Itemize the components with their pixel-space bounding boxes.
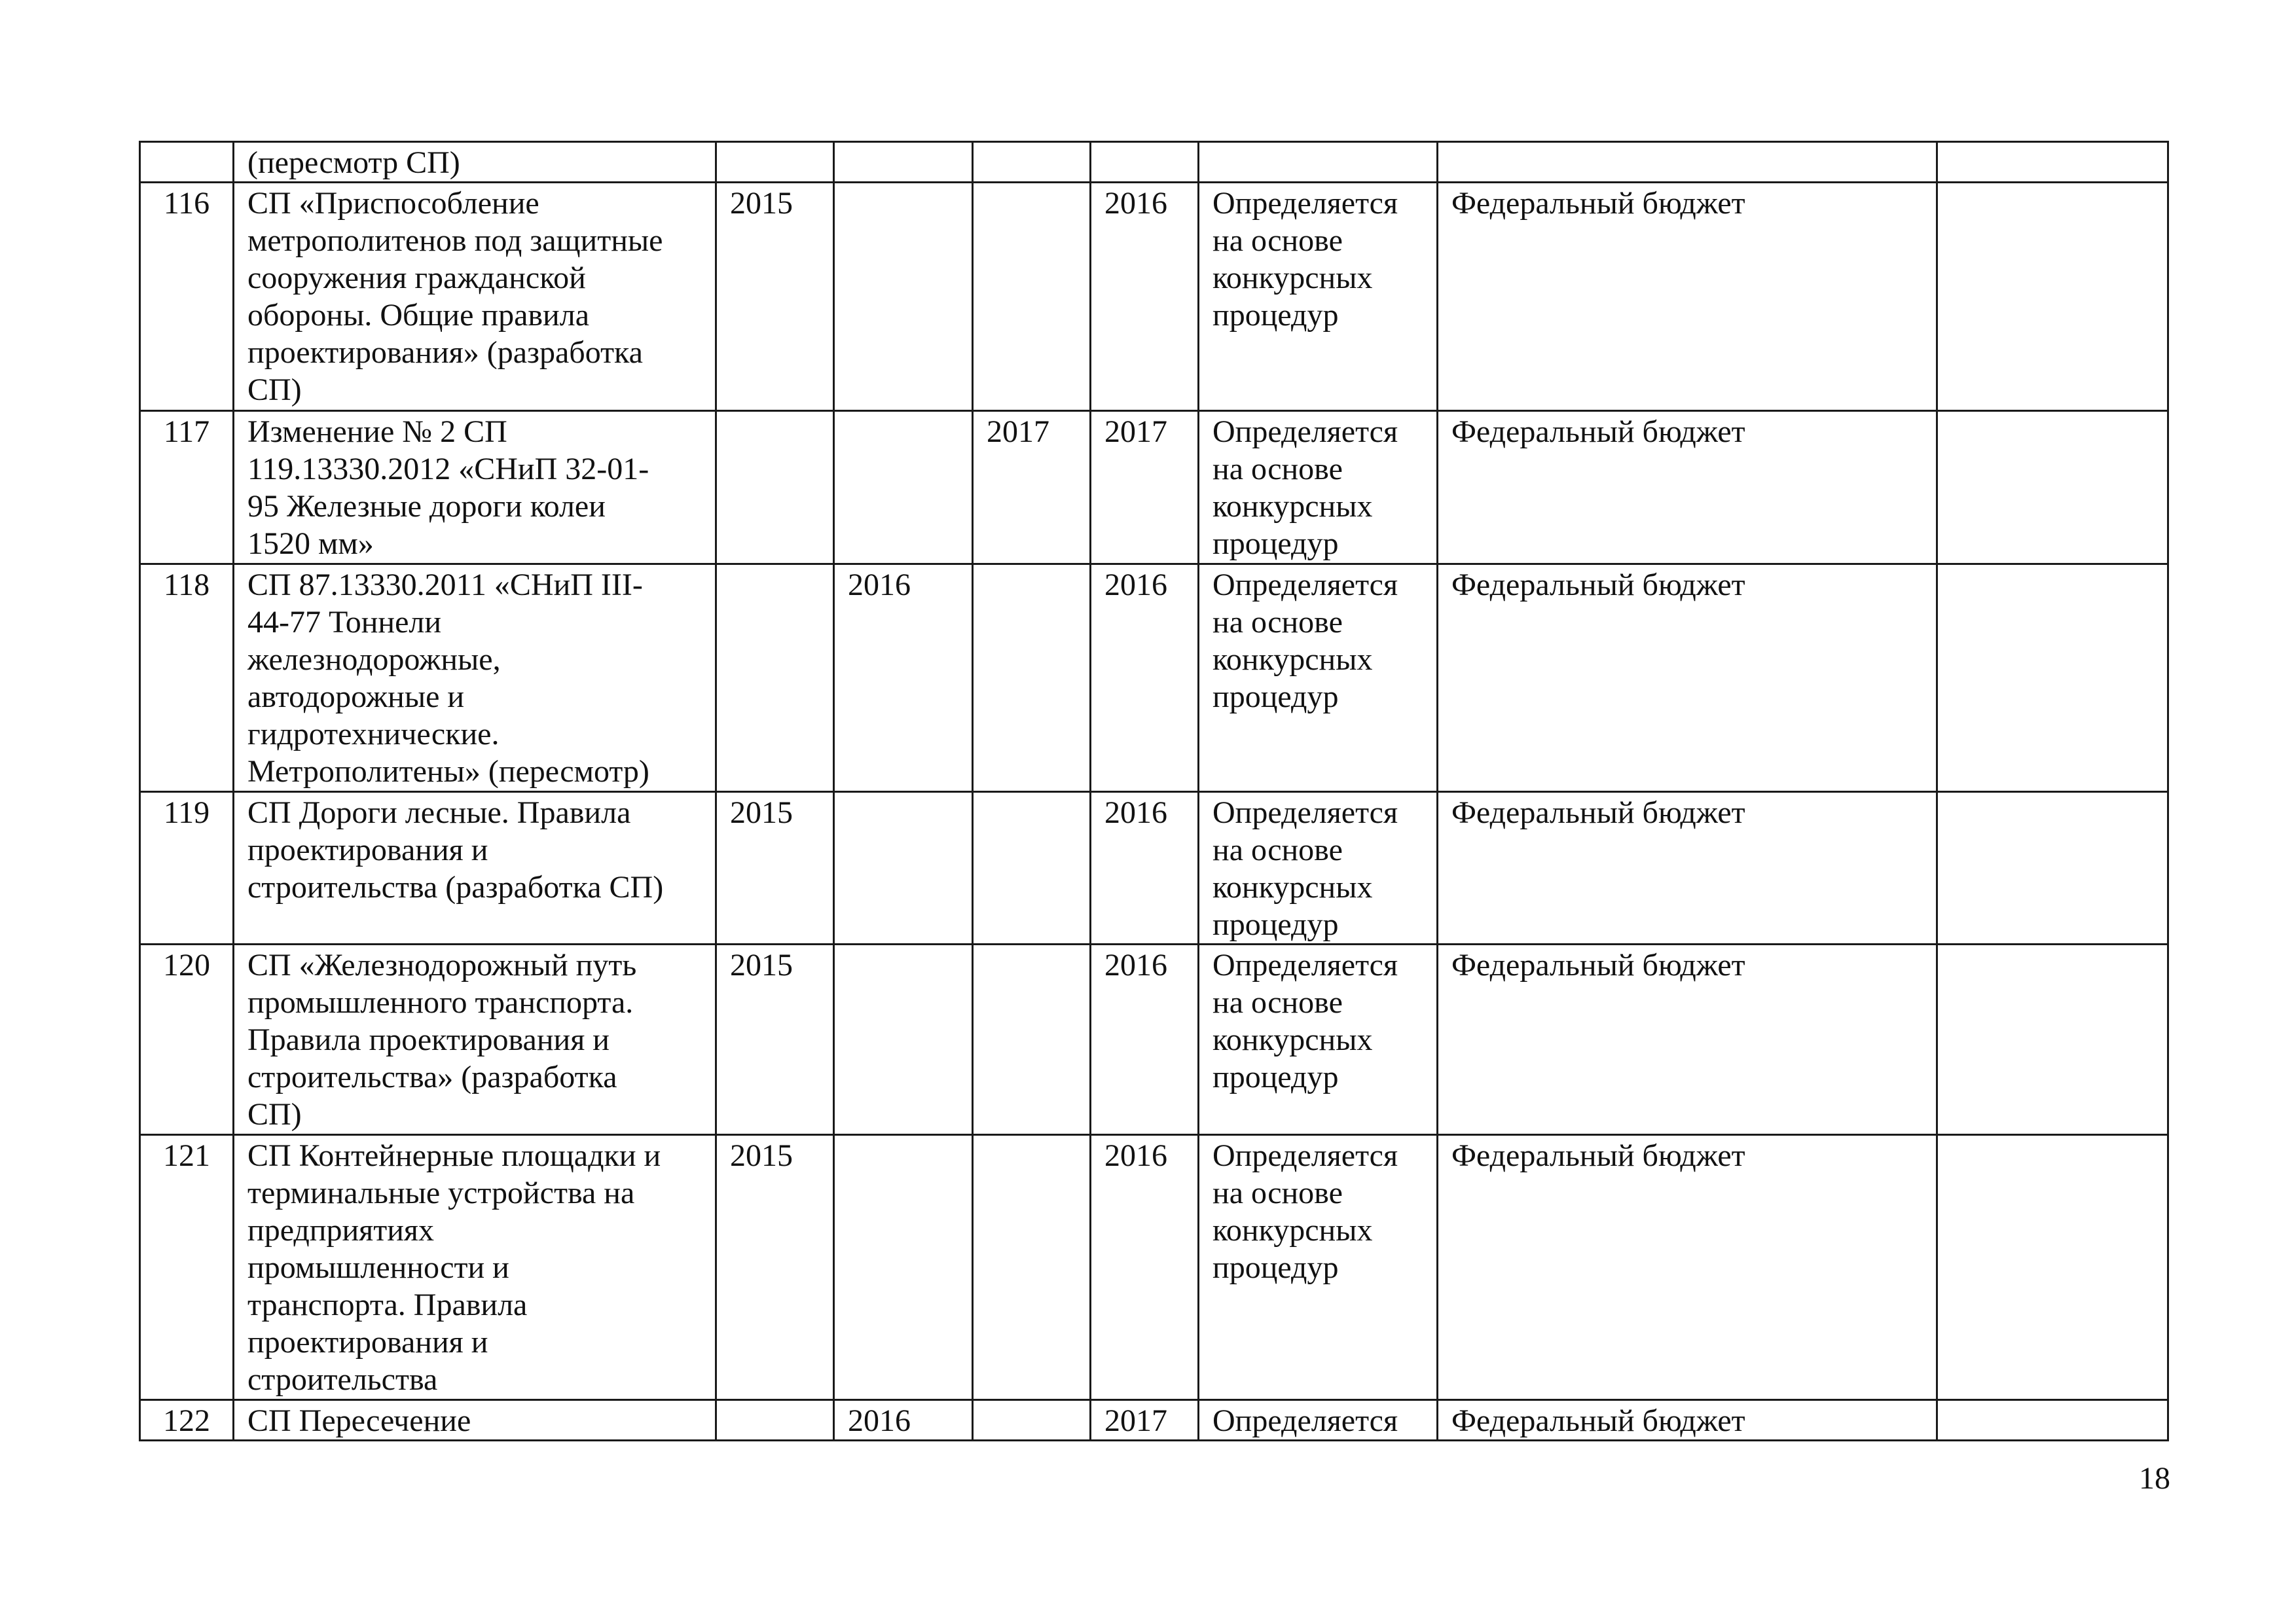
cost-cell: Определяется bbox=[1199, 1400, 1438, 1441]
funding-source: Федеральный бюджет bbox=[1438, 945, 1937, 1135]
year-cell bbox=[973, 1135, 1091, 1400]
year-cell bbox=[973, 183, 1091, 411]
table-row bbox=[140, 945, 2168, 1135]
note-cell bbox=[1937, 411, 2168, 564]
year-cell bbox=[1091, 142, 1199, 183]
note-cell bbox=[1937, 142, 2168, 183]
year-cell bbox=[973, 1400, 1091, 1441]
document-title: СП Пересечение bbox=[234, 1400, 716, 1441]
note-cell bbox=[1937, 1400, 2168, 1441]
funding-source: Федеральный бюджет bbox=[1438, 792, 1937, 945]
document-title: СП «Железнодорожный путь промышленного транспорта. Правила проектирования и строительства» (разработка СП) bbox=[234, 945, 716, 1135]
row-number: 119 bbox=[140, 792, 234, 945]
standards-plan-table bbox=[139, 141, 2169, 1441]
cost-cell: Определяется на основе конкурсных процедур bbox=[1199, 183, 1438, 411]
row-number: 120 bbox=[140, 945, 234, 1135]
note-cell bbox=[1937, 1135, 2168, 1400]
table-row bbox=[140, 1400, 2168, 1441]
year-cell: 2017 bbox=[1091, 1400, 1199, 1441]
document-title: СП Дороги лесные. Правила проектирования и строительства (разработка СП) bbox=[234, 792, 716, 945]
year-cell bbox=[834, 411, 973, 564]
cost-cell: Определяется на основе конкурсных процедур bbox=[1199, 792, 1438, 945]
document-title: СП 87.13330.2011 «СНиП III- 44-77 Тоннели железнодорожные, автодорожные и гидротехнические. Метрополитены» (пересмотр) bbox=[234, 564, 716, 792]
table-row bbox=[140, 1135, 2168, 1400]
year-cell: 2016 bbox=[1091, 564, 1199, 792]
funding-source: Федеральный бюджет bbox=[1438, 564, 1937, 792]
year-cell: 2015 bbox=[716, 792, 834, 945]
year-cell: 2016 bbox=[1091, 945, 1199, 1135]
row-number: 117 bbox=[140, 411, 234, 564]
table-row bbox=[140, 142, 2168, 183]
year-cell bbox=[834, 792, 973, 945]
note-cell bbox=[1937, 792, 2168, 945]
funding-source: Федеральный бюджет bbox=[1438, 1400, 1937, 1441]
note-cell bbox=[1937, 945, 2168, 1135]
year-cell bbox=[834, 183, 973, 411]
year-cell: 2017 bbox=[973, 411, 1091, 564]
year-cell: 2016 bbox=[834, 564, 973, 792]
cost-cell: Определяется на основе конкурсных процедур bbox=[1199, 411, 1438, 564]
row-number: 118 bbox=[140, 564, 234, 792]
table-row bbox=[140, 411, 2168, 564]
year-cell: 2017 bbox=[1091, 411, 1199, 564]
year-cell bbox=[716, 142, 834, 183]
funding-source: Федеральный бюджет bbox=[1438, 411, 1937, 564]
year-cell bbox=[973, 564, 1091, 792]
funding-source: Федеральный бюджет bbox=[1438, 1135, 1937, 1400]
year-cell bbox=[716, 411, 834, 564]
cost-cell: Определяется на основе конкурсных процедур bbox=[1199, 945, 1438, 1135]
note-cell bbox=[1937, 564, 2168, 792]
year-cell bbox=[973, 142, 1091, 183]
year-cell bbox=[716, 1400, 834, 1441]
funding-source: Федеральный бюджет bbox=[1438, 183, 1937, 411]
funding-source bbox=[1438, 142, 1937, 183]
year-cell bbox=[973, 945, 1091, 1135]
year-cell bbox=[834, 1135, 973, 1400]
cost-cell: Определяется на основе конкурсных процедур bbox=[1199, 564, 1438, 792]
year-cell: 2015 bbox=[716, 945, 834, 1135]
year-cell: 2015 bbox=[716, 1135, 834, 1400]
year-cell: 2016 bbox=[834, 1400, 973, 1441]
row-number: 116 bbox=[140, 183, 234, 411]
document-title: СП «Приспособление метрополитенов под защитные сооружения гражданской обороны. Общие правила проектирования» (разработка СП) bbox=[234, 183, 716, 411]
cost-cell bbox=[1199, 142, 1438, 183]
table-row bbox=[140, 792, 2168, 945]
cost-cell: Определяется на основе конкурсных процедур bbox=[1199, 1135, 1438, 1400]
table-row bbox=[140, 183, 2168, 411]
year-cell: 2015 bbox=[716, 183, 834, 411]
note-cell bbox=[1937, 183, 2168, 411]
year-cell bbox=[834, 945, 973, 1135]
row-number bbox=[140, 142, 234, 183]
document-title: Изменение № 2 СП 119.13330.2012 «СНиП 32-01- 95 Железные дороги колеи 1520 мм» bbox=[234, 411, 716, 564]
row-number: 121 bbox=[140, 1135, 234, 1400]
year-cell bbox=[716, 564, 834, 792]
row-number: 122 bbox=[140, 1400, 234, 1441]
year-cell: 2016 bbox=[1091, 792, 1199, 945]
year-cell: 2016 bbox=[1091, 183, 1199, 411]
document-title: (пересмотр СП) bbox=[234, 142, 716, 183]
year-cell bbox=[973, 792, 1091, 945]
year-cell: 2016 bbox=[1091, 1135, 1199, 1400]
table-row bbox=[140, 564, 2168, 792]
year-cell bbox=[834, 142, 973, 183]
page-number: 18 bbox=[2139, 1461, 2170, 1496]
document-title: СП Контейнерные площадки и терминальные устройства на предприятиях промышленности и транспорта. Правила проектирования и строительства bbox=[234, 1135, 716, 1400]
